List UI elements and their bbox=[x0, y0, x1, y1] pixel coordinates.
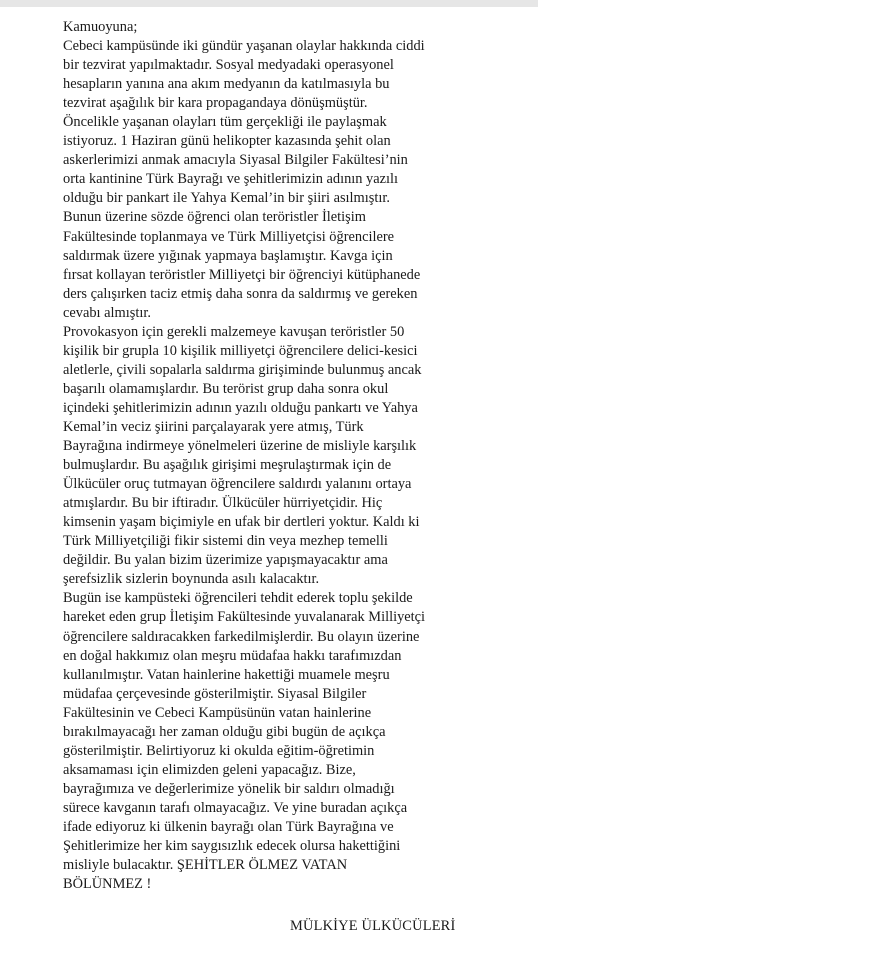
letter-line: sürece kavganın tarafı olmayacağız. Ve yine buradan açıkça bbox=[63, 799, 408, 816]
letter-line: aletlerle, çivili sopalarla saldırma girişiminde bulunmuş ancak bbox=[63, 361, 422, 378]
letter-line: Cebeci kampüsünde iki gündür yaşanan olaylar hakkında ciddi bbox=[63, 38, 425, 55]
signature: MÜLKİYE ÜLKÜCÜLERİ bbox=[290, 918, 456, 934]
letter-line: en doğal hakkımız olan meşru müdafaa hakkı tarafımızdan bbox=[63, 647, 402, 664]
letter-line: başarılı olamamışlardır. Bu terörist grup daha sonra okul bbox=[63, 380, 389, 397]
top-border-strip bbox=[0, 0, 538, 7]
letter-line: askerlerimizi anmak amacıyla Siyasal Bilgiler Fakültesi’nin bbox=[63, 152, 408, 169]
letter-line: içindeki şehitlerimizin adının yazılı olduğu pankartı ve Yahya bbox=[63, 399, 418, 416]
letter-line: ders çalışırken taciz etmiş daha sonra da saldırmış ve gereken bbox=[63, 285, 418, 302]
letter-line: Şehitlerimize her kim saygısızlık edecek olursa hakettiğini bbox=[63, 838, 401, 855]
letter-line: cevabı almıştır. bbox=[63, 304, 151, 321]
letter-line: kişilik bir grupla 10 kişilik milliyetçi öğrencilere delici-kesici bbox=[63, 342, 418, 359]
letter-line: Öncelikle yaşanan olayları tüm gerçekliği ile paylaşmak bbox=[63, 114, 387, 131]
letter-line: bırakılmayacağı her zaman olduğu gibi bugün de açıkça bbox=[63, 723, 386, 740]
letter-line: Provokasyon için gerekli malzemeye kavuşan teröristler 50 bbox=[63, 323, 405, 340]
letter-line: misliyle bulacaktır. ŞEHİTLER ÖLMEZ VATAN bbox=[63, 857, 348, 874]
letter-line: BÖLÜNMEZ ! bbox=[63, 876, 152, 893]
letter-line: fırsat kollayan teröristler Milliyetçi bir öğrenciyi kütüphanede bbox=[63, 266, 421, 283]
letter-line: Fakültesinde toplanmaya ve Türk Milliyetçisi öğrencilere bbox=[63, 228, 395, 245]
letter-line: bir tezvirat yapılmaktadır. Sosyal medyadaki operasyonel bbox=[63, 57, 394, 74]
letter-line: kimsenin yaşam biçimiyle en ufak bir dertleri yoktur. Kaldı ki bbox=[63, 514, 420, 531]
letter-line: Türk Milliyetçiliği fikir sistemi din veya mezhep temelli bbox=[63, 533, 388, 550]
letter-line: tezvirat aşağılık bir kara propagandaya dönüşmüştür. bbox=[63, 95, 368, 112]
letter-line: orta kantinine Türk Bayrağı ve şehitlerimizin adının yazılı bbox=[63, 171, 399, 188]
letter-line: öğrencilere saldıracakken farkedilmişlerdir. Bu olayın üzerine bbox=[63, 628, 420, 645]
letter-line: atmışlardır. Bu bir iftiradır. Ülkücüler hürriyetçidir. Hiç bbox=[63, 495, 383, 512]
letter-line: Kamuoyuna; bbox=[63, 19, 138, 35]
letter-line: Bugün ise kampüsteki öğrencileri tehdit ederek toplu şekilde bbox=[63, 590, 413, 607]
letter-line: şerefsizlik sizlerin boynunda asılı kalacaktır. bbox=[63, 571, 320, 588]
letter-line: gösterilmiştir. Belirtiyoruz ki okulda eğitim-öğretimin bbox=[63, 742, 375, 759]
letter-line: değildir. Bu yalan bizim üzerimize yapışmayacaktır ama bbox=[63, 552, 388, 569]
letter-line: Bunun üzerine sözde öğrenci olan teröristler İletişim bbox=[63, 209, 366, 226]
letter-line: müdafaa çerçevesinde gösterilmiştir. Siyasal Bilgiler bbox=[63, 685, 367, 702]
letter-line: hareket eden grup İletişim Fakültesinde yuvalanarak Milliyetçi bbox=[63, 609, 426, 626]
letter-line: ifade ediyoruz ki ülkenin bayrağı olan Türk Bayrağına ve bbox=[63, 818, 394, 835]
letter-line: olduğu bir pankart ile Yahya Kemal’in bir şiiri asılmıştır. bbox=[63, 190, 390, 207]
letter-line: hesapların yanına ana akım medyanın da katılmasıyla bu bbox=[63, 76, 390, 93]
letter-line: istiyoruz. 1 Haziran günü helikopter kazasında şehit olan bbox=[63, 133, 391, 150]
letter-line: kullanılmıştır. Vatan hainlerine hakettiği muamele meşru bbox=[63, 666, 390, 683]
letter-line: bayrağımıza ve değerlerimize yönelik bir saldırı olmadığı bbox=[63, 780, 395, 797]
letter-body bbox=[63, 18, 483, 894]
letter-line: Ülkücüler oruç tutmayan öğrencilere saldırdı yalanını ortaya bbox=[63, 476, 412, 493]
letter-line: Kemal’in veciz şiirini parçalayarak yere atmış, Türk bbox=[63, 418, 364, 435]
letter-line: saldırmak üzere yığınak yapmaya başlamıştır. Kavga için bbox=[63, 247, 393, 264]
letter-line: Bayrağına indirmeye yönelmeleri üzerine de misliyle karşılık bbox=[63, 438, 417, 455]
letter-line: bulmuşlardır. Bu aşağılık girişimi meşrulaştırmak için de bbox=[63, 457, 392, 474]
letter-line: Fakültesinin ve Cebeci Kampüsünün vatan hainlerine bbox=[63, 704, 372, 721]
letter-line: aksamaması için elimizden geleni yapacağız. Bize, bbox=[63, 761, 356, 778]
